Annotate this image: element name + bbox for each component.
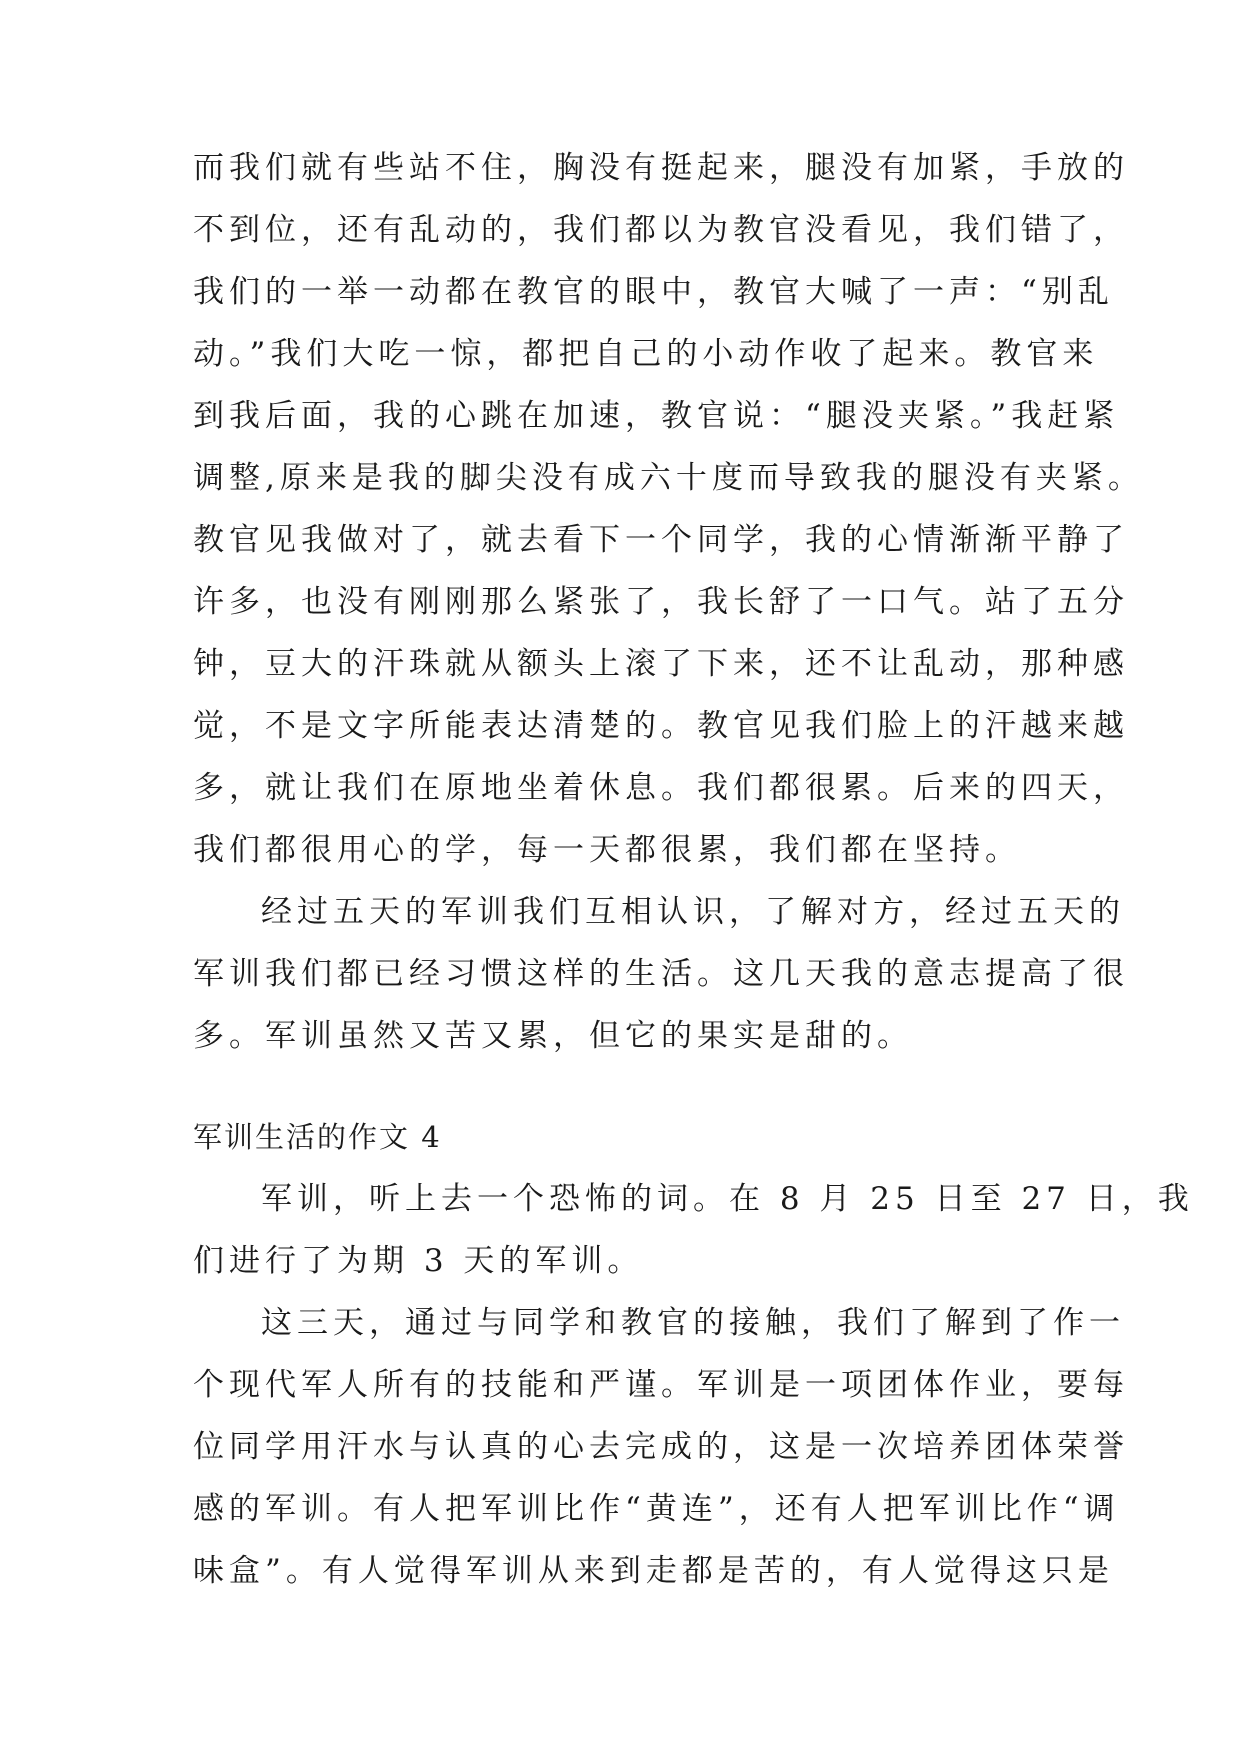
text-line: 钟，豆大的汗珠就从额头上滚了下来，还不让乱动，那种感 <box>193 646 1129 682</box>
text-line: 教官见我做对了，就去看下一个同学，我的心情渐渐平静了 <box>193 522 1129 558</box>
paragraph-first-line: 这三天，通过与同学和教官的接触，我们了解到了作一 <box>261 1305 1125 1341</box>
text-line: 许多，也没有刚刚那么紧张了，我长舒了一口气。站了五分 <box>193 584 1129 620</box>
text-line: 军训我们都已经习惯这样的生活。这几天我的意志提高了很 <box>193 956 1129 992</box>
text-line: 感的军训。有人把军训比作“黄连”，还有人把军训比作“调 <box>193 1491 1120 1527</box>
essay-body-4 <box>193 1168 1194 1602</box>
text-line: 到我后面，我的心跳在加速，教官说：“腿没夹紧。”我赶紧 <box>193 398 1120 434</box>
text-line: 味盒”。有人觉得军训从来到走都是苦的，有人觉得这只是 <box>193 1553 1114 1589</box>
text-line: 个现代军人所有的技能和严谨。军训是一项团体作业，要每 <box>193 1367 1129 1403</box>
essay-body-continued <box>193 137 1144 1067</box>
text-line: 位同学用汗水与认真的心去完成的，这是一次培养团体荣誉 <box>193 1429 1129 1465</box>
text-line: 调整,原来是我的脚尖没有成六十度而导致我的腿没有夹紧。 <box>193 460 1144 496</box>
paragraph-first-line: 经过五天的军训我们互相认识，了解对方，经过五天的 <box>261 894 1125 930</box>
essay-heading: 军训生活的作文 4 <box>193 1120 442 1154</box>
text-line: 我们都很用心的学，每一天都很累，我们都在坚持。 <box>193 832 1021 868</box>
text-line: 们进行了为期 3 天的军训。 <box>193 1243 644 1279</box>
text-line: 多。军训虽然又苦又累，但它的果实是甜的。 <box>193 1018 913 1054</box>
text-line: 我们的一举一动都在教官的眼中，教官大喊了一声：“别乱 <box>193 274 1114 310</box>
text-line: 不到位，还有乱动的，我们都以为教官没看见，我们错了， <box>193 212 1129 248</box>
text-line: 多，就让我们在原地坐着休息。我们都很累。后来的四天， <box>193 770 1129 806</box>
paragraph-first-line: 军训，听上去一个恐怖的词。在 8 月 25 日至 27 日，我 <box>261 1181 1194 1217</box>
text-line: 动。”我们大吃一惊，都把自己的小动作收了起来。教官来 <box>193 336 1099 372</box>
text-line: 觉，不是文字所能表达清楚的。教官见我们脸上的汗越来越 <box>193 708 1129 744</box>
text-line: 而我们就有些站不住，胸没有挺起来，腿没有加紧，手放的 <box>193 150 1129 186</box>
